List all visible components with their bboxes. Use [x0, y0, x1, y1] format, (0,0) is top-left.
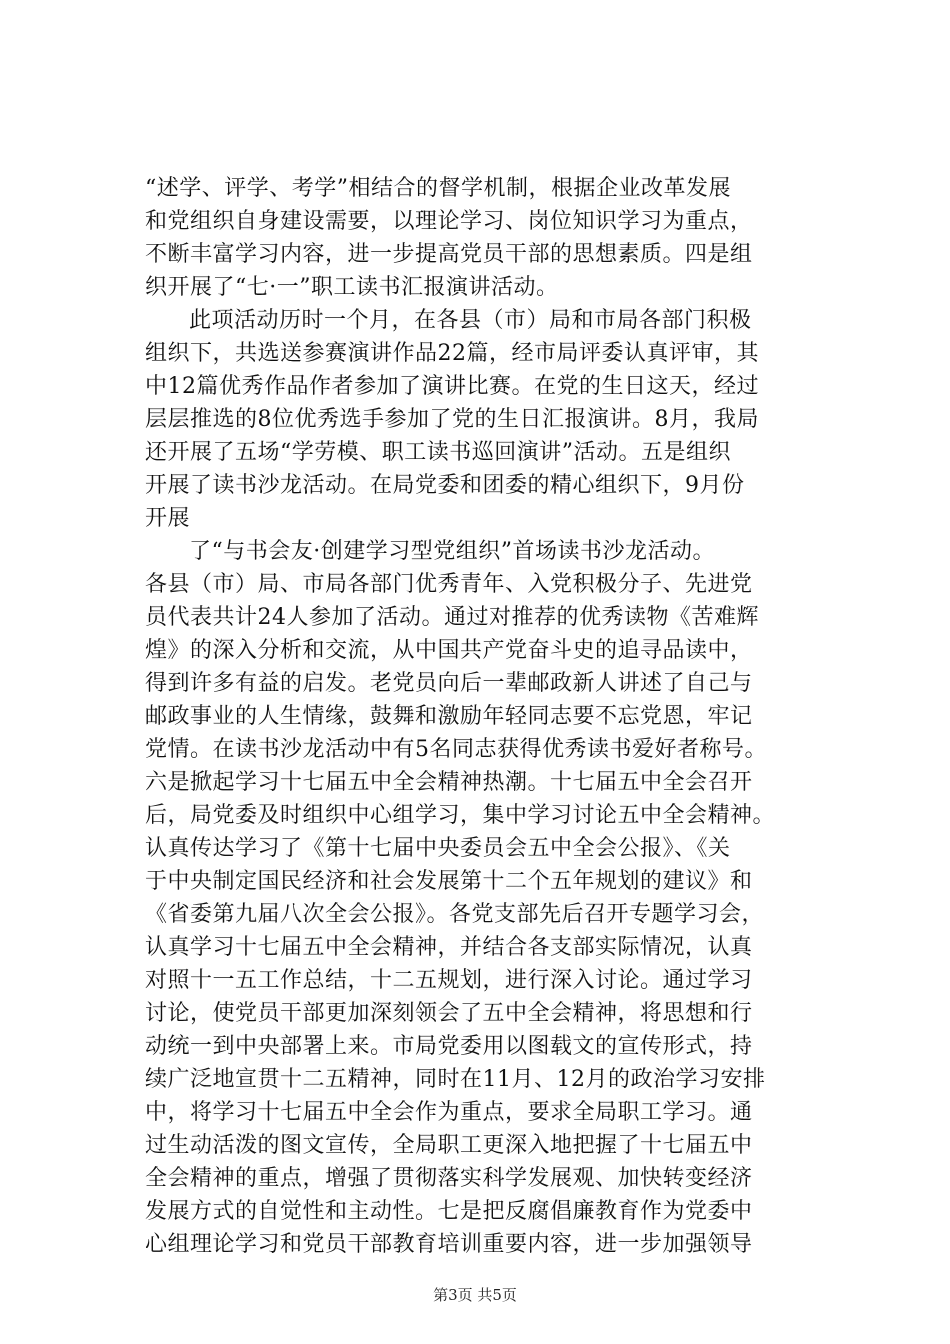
text-line: 六是掀起学习十七届五中全会精神热潮。十七届五中全会召开 [145, 770, 753, 795]
text-line: 中，将学习十七届五中全会作为重点，要求全局职工学习。通 [145, 1100, 753, 1125]
text-line: 动统一到中央部署上来。市局党委用以图载文的宣传形式，持 [145, 1034, 753, 1059]
text-line: 讨论，使党员干部更加深刻领会了五中全会精神，将思想和行 [145, 1001, 753, 1026]
text-line: 煌》的深入分析和交流，从中国共产党奋斗史的追寻品读中， [145, 638, 753, 663]
text-line: 于中央制定国民经济和社会发展第十二个五年规划的建议》和 [145, 869, 753, 894]
text-line: 认真传达学习了《第十七届中央委员会五中全会公报》、《关 [145, 836, 731, 861]
text-line: 还开展了五场“学劳模、职工读书巡回演讲”活动。五是组织 [145, 440, 731, 465]
text-line: 发展方式的自觉性和主动性。七是把反腐倡廉教育作为党委中 [145, 1199, 753, 1224]
page-number: 第3页 共5页 [433, 1286, 517, 1304]
text-line: 心组理论学习和党员干部教育培训重要内容，进一步加强领导 [145, 1232, 753, 1257]
text-line: 过生动活泼的图文宣传，全局职工更深入地把握了十七届五中 [145, 1133, 753, 1158]
text-line: “述学、评学、考学”相结合的督学机制，根据企业改革发展 [145, 176, 731, 201]
text-line: 续广泛地宣贯十二五精神，同时在11月、12月的政治学习安排 [145, 1067, 766, 1092]
text-line: 组织下，共选送参赛演讲作品22篇，经市局评委认真评审，其 [145, 341, 759, 366]
text-line: 开展了读书沙龙活动。在局党委和团委的精心组织下，9月份 [145, 473, 745, 498]
text-line: 后，局党委及时组织中心组学习，集中学习讨论五中全会精神。 [145, 803, 776, 828]
text-line: 了“与书会友·创建学习型党组织”首场读书沙龙活动。 [189, 539, 715, 564]
page-footer [0, 1284, 950, 1305]
text-line: 《省委第九届八次全会公报》。各党支部先后召开专题学习会， [145, 902, 765, 927]
text-line: 党情。在读书沙龙活动中有5名同志获得优秀读书爱好者称号。 [145, 737, 767, 762]
text-line: 各县（市）局、市局各部门优秀青年、入党积极分子、先进党 [145, 572, 753, 597]
body-text [145, 172, 835, 1261]
text-line: 中12篇优秀作品作者参加了演讲比赛。在党的生日这天，经过 [145, 374, 759, 399]
text-line: 不断丰富学习内容，进一步提高党员干部的思想素质。四是组 [145, 242, 753, 267]
text-line: 员代表共计24人参加了活动。通过对推荐的优秀读物《苦难辉 [145, 605, 759, 630]
text-line: 全会精神的重点，增强了贯彻落实科学发展观、加快转变经济 [145, 1166, 753, 1191]
text-line: 织开展了“七·一”职工读书汇报演讲活动。 [145, 275, 559, 300]
text-line: 开展 [145, 506, 191, 531]
text-line: 邮政事业的人生情缘，鼓舞和激励年轻同志要不忘党恩，牢记 [145, 704, 753, 729]
text-line: 得到许多有益的启发。老党员向后一辈邮政新人讲述了自己与 [145, 671, 753, 696]
text-line: 和党组织自身建设需要，以理论学习、岗位知识学习为重点， [145, 209, 753, 234]
text-line: 此项活动历时一个月，在各县（市）局和市局各部门积极 [189, 308, 752, 333]
text-line: 层层推选的8位优秀选手参加了党的生日汇报演讲。8月，我局 [145, 407, 759, 432]
text-line: 对照十一五工作总结，十二五规划，进行深入讨论。通过学习 [145, 968, 753, 993]
text-line: 认真学习十七届五中全会精神，并结合各支部实际情况，认真 [145, 935, 753, 960]
